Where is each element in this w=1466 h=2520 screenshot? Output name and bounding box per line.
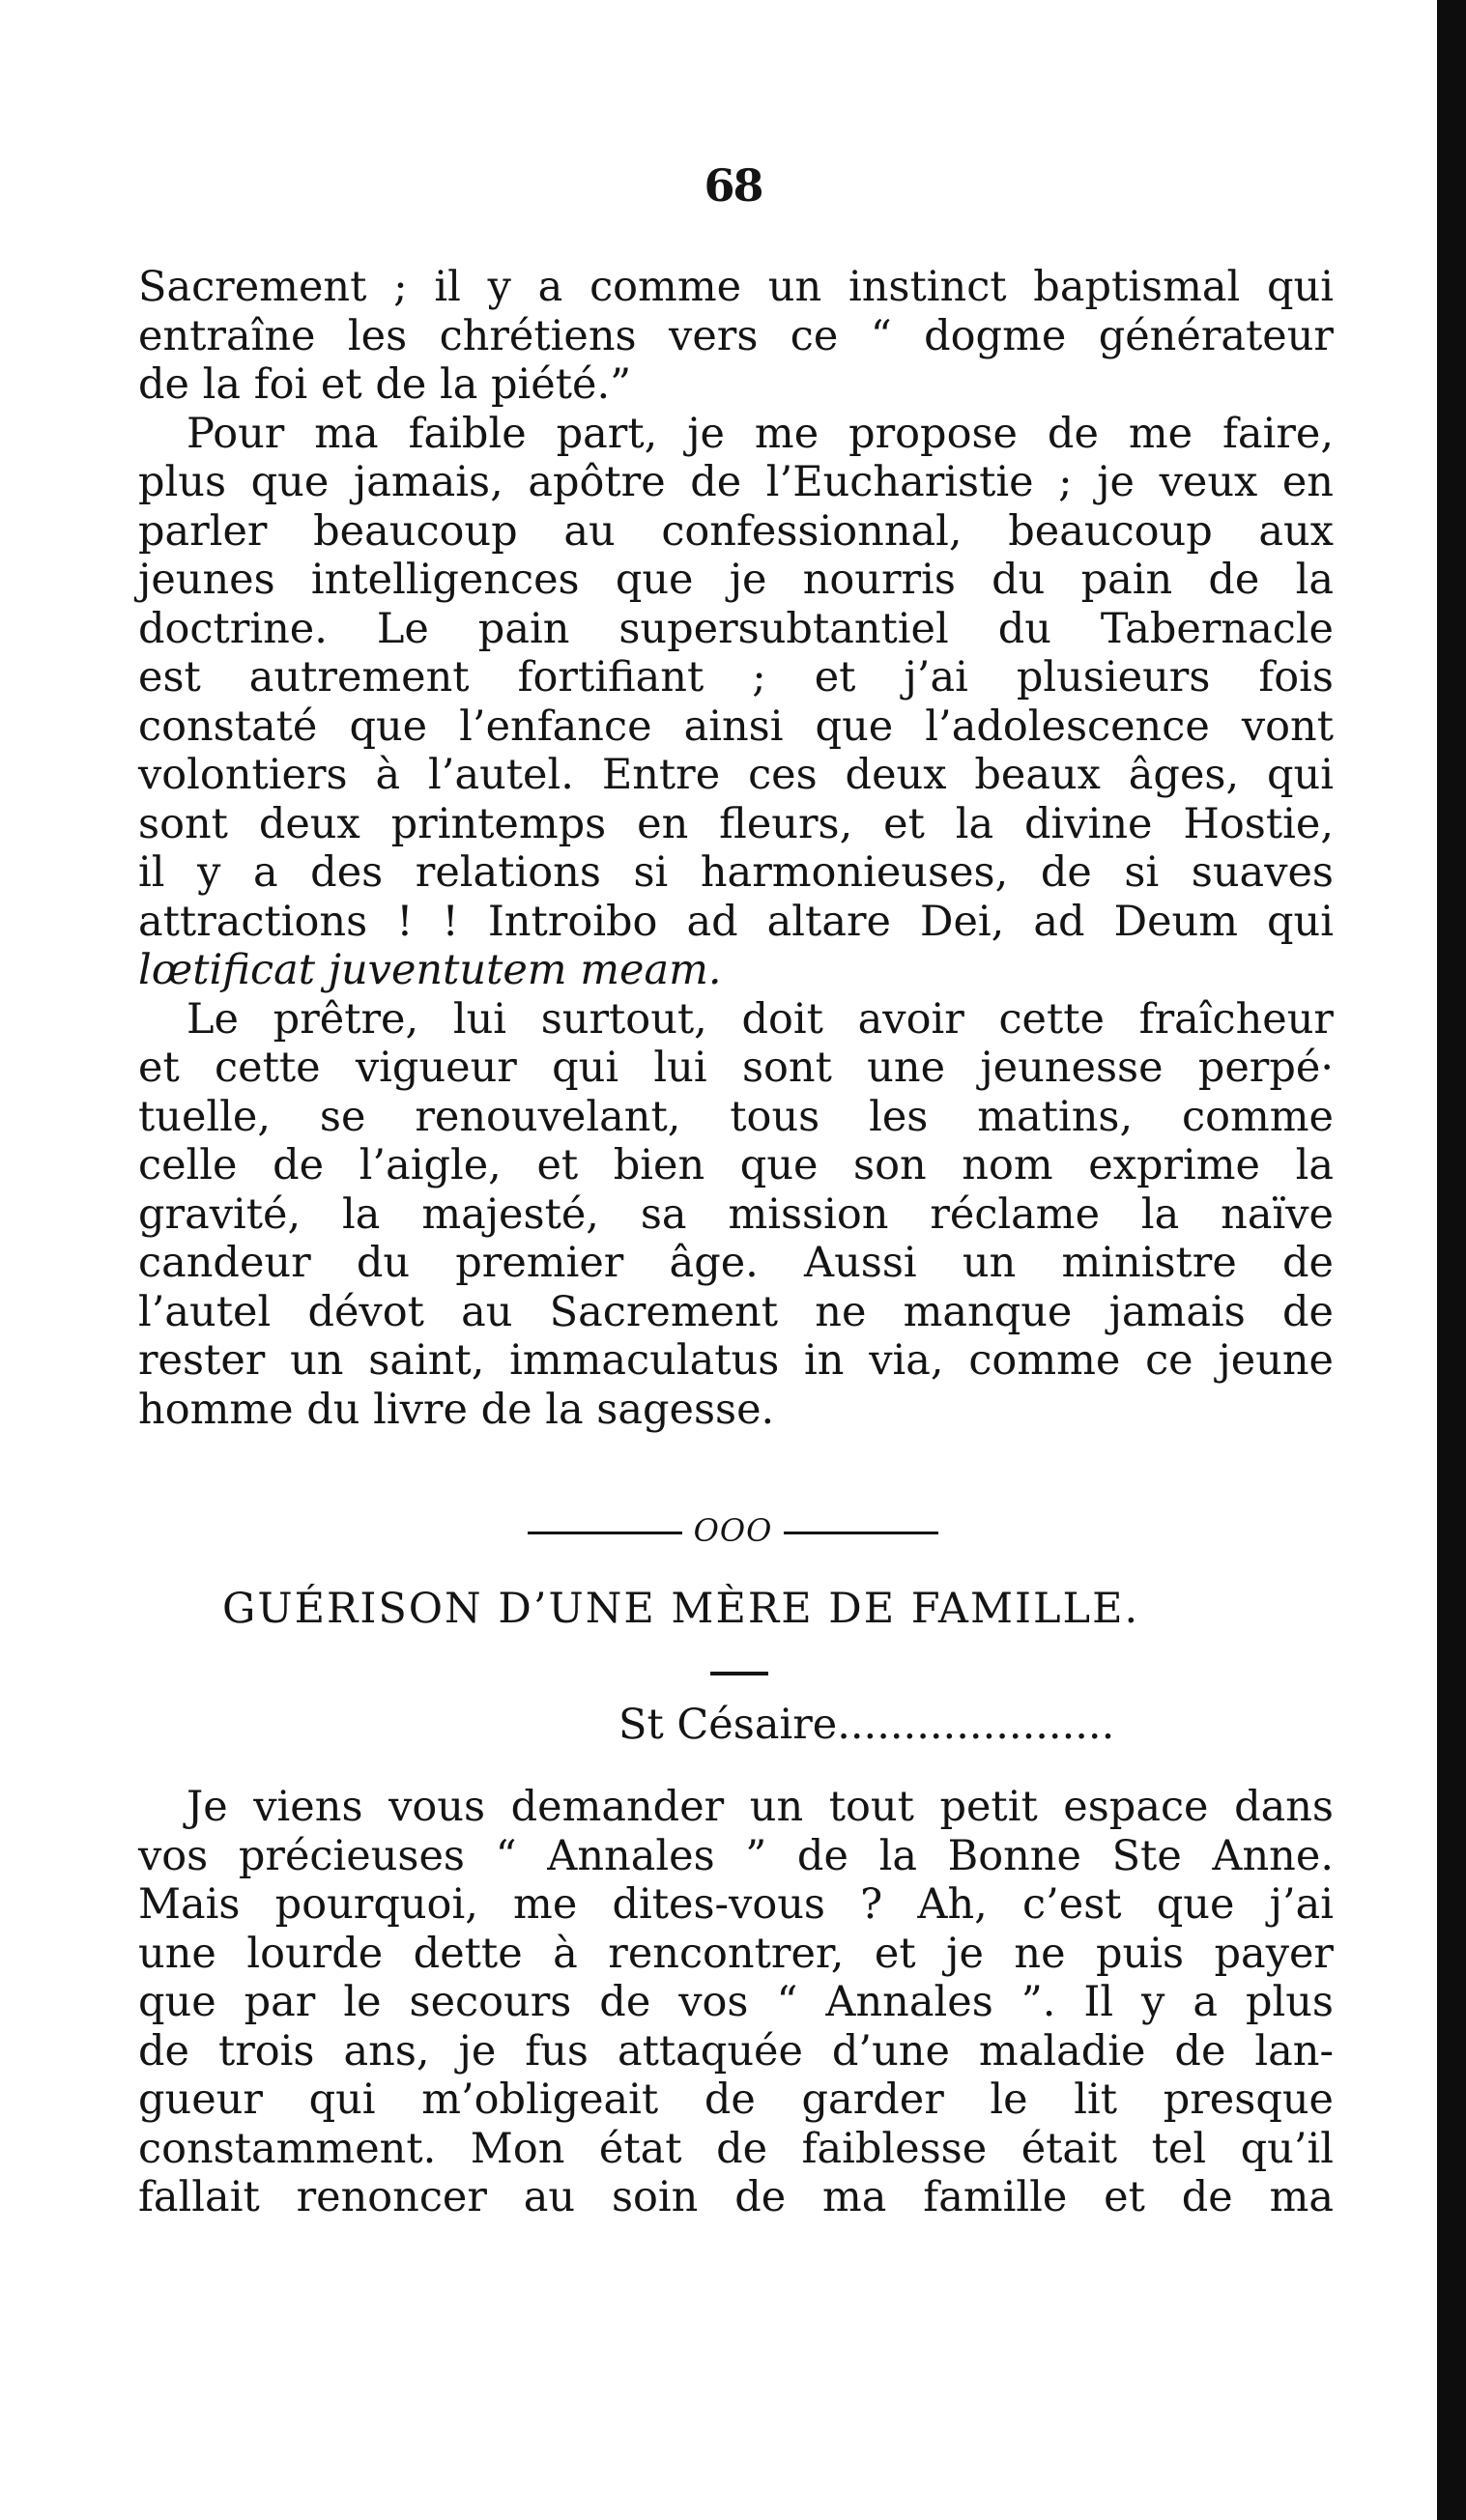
text-line: volontiers à l’autel. Entre ces deux beaux âges, qui — [138, 751, 1334, 799]
text-line: constaté que l’enfance ainsi que l’adolescence vont — [138, 702, 1334, 751]
text-line: et cette vigueur qui lui sont une jeunesse perpé· — [138, 1044, 1334, 1092]
text-line: de la foi et de la piété.” — [138, 360, 632, 409]
text-line: Le prêtre, lui surtout, doit avoir cette fraîcheur — [187, 994, 1334, 1044]
page-number: 68 — [704, 159, 762, 212]
text-line: plus que jamais, apôtre de l’Eucharistie ; je veux en — [138, 458, 1334, 506]
text-line: Mais pourquoi, me dites-vous ? Ah, c’est que j’ai — [138, 1880, 1334, 1929]
text-line: celle de l’aigle, et bien que son nom exprime la — [138, 1141, 1334, 1189]
text-line: attractions ! ! Introibo ad altare Dei, ad Deum qui — [138, 897, 1334, 946]
text-line: fallait renoncer au soin de ma famille et de ma — [138, 2173, 1334, 2221]
text-line: gravité, la majesté, sa mission réclame la naïve — [138, 1189, 1334, 1239]
text-line: candeur du premier âge. Aussi un ministre de — [138, 1239, 1334, 1287]
text-line: entraîne les chrétiens vers ce “ dogme générateur — [138, 311, 1334, 360]
text-line: Pour ma faible part, je me propose de me faire, — [187, 409, 1334, 458]
divider-rule-right — [784, 1532, 938, 1534]
text-line: que par le secours de vos “ Annales ”. Il y a plus — [138, 1978, 1334, 2026]
text-line: sont deux printemps en fleurs, et la divine Hostie, — [138, 799, 1334, 848]
text-line: doctrine. Le pain supersubtantiel du Tabernacle — [138, 604, 1334, 653]
text-line: gueur qui m’obligeait de garder le lit presque — [138, 2076, 1334, 2124]
section-divider — [0, 1512, 1466, 1549]
title-underline-rule — [710, 1672, 768, 1675]
place-dateline: St Césaire..................... — [618, 1701, 1115, 1749]
text-line: vos précieuses “ Annales ” de la Bonne Ste Anne. — [138, 1831, 1334, 1880]
divider-ornament: OOO — [693, 1512, 773, 1549]
text-line: constamment. Mon état de faiblesse était tel qu’il — [138, 2124, 1334, 2173]
text-line-italic: lœtificat juventutem meam. — [138, 946, 722, 994]
top-text-block — [138, 263, 1334, 1434]
text-line: de trois ans, je fus attaquée d’une maladie de lan- — [138, 2026, 1334, 2076]
section-title: GUÉRISON D’UNE MÈRE DE FAMILLE. — [222, 1585, 1140, 1633]
text-line: homme du livre de la sagesse. — [138, 1385, 775, 1434]
text-line: jeunes intelligences que je nourris du pain de la — [138, 556, 1334, 604]
text-line: il y a des relations si harmonieuses, de si suaves — [138, 848, 1334, 897]
text-line: parler beaucoup au confessionnal, beaucoup aux — [138, 506, 1334, 556]
text-line: l’autel dévot au Sacrement ne manque jamais de — [138, 1287, 1334, 1336]
page-edge-shadow — [1437, 0, 1466, 2520]
divider-rule-left — [528, 1532, 682, 1534]
text-line: rester un saint, immaculatus in via, comme ce jeune — [138, 1336, 1334, 1385]
bottom-text-block — [138, 1783, 1334, 2222]
text-line: tuelle, se renouvelant, tous les matins, comme — [138, 1092, 1334, 1141]
text-line: est autrement fortifiant ; et j’ai plusieurs fois — [138, 653, 1334, 702]
text-line: Sacrement ; il y a comme un instinct baptismal qui — [138, 263, 1334, 311]
text-line: une lourde dette à rencontrer, et je ne puis payer — [138, 1929, 1334, 1978]
text-line: Je viens vous demander un tout petit espace dans — [187, 1783, 1334, 1831]
